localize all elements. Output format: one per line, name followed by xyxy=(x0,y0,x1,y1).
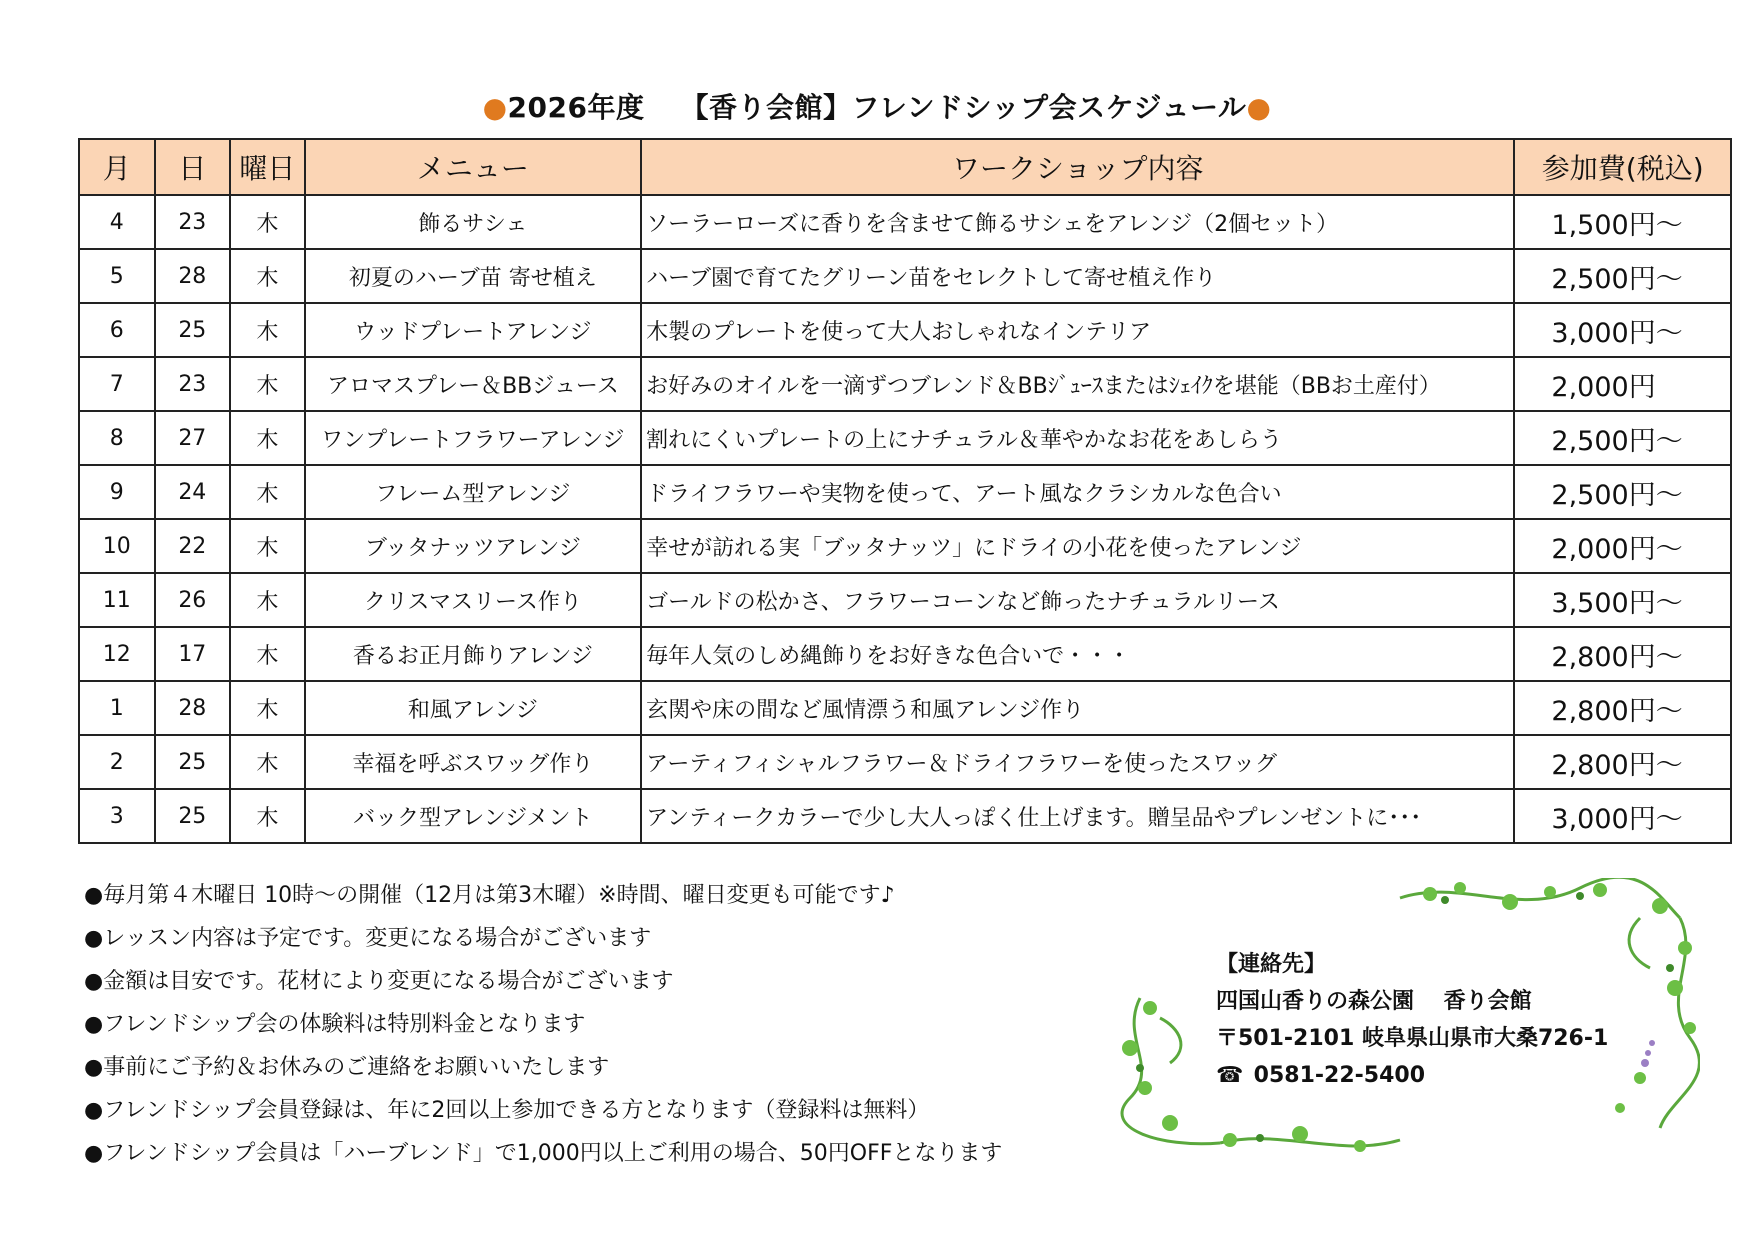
cell-fee: 2,800円～ xyxy=(1514,681,1731,735)
cell-content: 玄関や床の間など風情漂う和風アレンジ作り xyxy=(641,681,1514,735)
phone-icon: ☎ xyxy=(1216,1063,1244,1088)
cell-menu: アロマスプレー＆BBジュース xyxy=(305,357,641,411)
table-row xyxy=(79,789,1731,843)
cell-menu: 初夏のハーブ苗 寄せ植え xyxy=(305,249,641,303)
cell-fee: 3,500円～ xyxy=(1514,573,1731,627)
cell-weekday: 木 xyxy=(230,357,305,411)
schedule-table xyxy=(78,138,1732,844)
cell-day: 27 xyxy=(155,411,231,465)
cell-day: 25 xyxy=(155,735,231,789)
cell-month: 9 xyxy=(79,465,155,519)
contact-heading: 【連絡先】 xyxy=(1216,952,1327,977)
table-row xyxy=(79,681,1731,735)
table-row xyxy=(79,573,1731,627)
cell-day: 17 xyxy=(155,627,231,681)
table-header-row xyxy=(79,139,1731,195)
note-item: ●レッスン内容は予定です。変更になる場合がございます xyxy=(84,926,652,951)
cell-menu: 飾るサシェ xyxy=(305,195,641,249)
cell-content: アンティークカラーで少し大人っぽく仕上げます。贈呈品やプレンゼントに･･･ xyxy=(641,789,1514,843)
table-row xyxy=(79,627,1731,681)
cell-content: 毎年人気のしめ縄飾りをお好きな色合いで・・・ xyxy=(641,627,1514,681)
contact-tel-row xyxy=(1216,1057,1608,1094)
table-row xyxy=(79,465,1731,519)
note-item: ●フレンドシップ会員は「ハーブレンド」で1,000円以上ご利用の場合、50円OFFとなります xyxy=(84,1141,1003,1166)
cell-day: 25 xyxy=(155,303,231,357)
cell-weekday: 木 xyxy=(230,681,305,735)
header-weekday: 曜日 xyxy=(230,139,305,195)
note-item: ●フレンドシップ会の体験料は特別料金となります xyxy=(84,1012,586,1037)
cell-menu: バック型アレンジメント xyxy=(305,789,641,843)
cell-fee: 2,800円～ xyxy=(1514,735,1731,789)
cell-day: 23 xyxy=(155,357,231,411)
header-day: 日 xyxy=(155,139,231,195)
cell-content: 幸せが訪れる実「ブッタナッツ」にドライの小花を使ったアレンジ xyxy=(641,519,1514,573)
table-row xyxy=(79,735,1731,789)
cell-month: 7 xyxy=(79,357,155,411)
cell-menu: 香るお正月飾りアレンジ xyxy=(305,627,641,681)
cell-month: 2 xyxy=(79,735,155,789)
cell-month: 6 xyxy=(79,303,155,357)
title-dot-left: ● xyxy=(482,91,508,124)
contact-tel: 0581-22-5400 xyxy=(1253,1063,1426,1088)
notes-list xyxy=(84,874,1002,1175)
cell-month: 11 xyxy=(79,573,155,627)
cell-fee: 2,500円～ xyxy=(1514,411,1731,465)
cell-weekday: 木 xyxy=(230,249,305,303)
cell-weekday: 木 xyxy=(230,627,305,681)
contact-facility: 四国山香りの森公園 香り会館 xyxy=(1216,989,1532,1014)
cell-content: お好みのオイルを一滴ずつブレンド＆BBｼﾞｭｰｽまたはｼｪｲｸを堪能（BBお土産付） xyxy=(641,357,1514,411)
cell-day: 26 xyxy=(155,573,231,627)
cell-content: ドライフラワーや実物を使って、アート風なクラシカルな色合い xyxy=(641,465,1514,519)
cell-content: ゴールドの松かさ、フラワーコーンなど飾ったナチュラルリース xyxy=(641,573,1514,627)
title-year: 2026年度 xyxy=(507,91,645,124)
cell-day: 25 xyxy=(155,789,231,843)
title-name: 【香り会館】フレンドシップ会スケジュール xyxy=(680,91,1247,124)
cell-weekday: 木 xyxy=(230,573,305,627)
page-title xyxy=(0,86,1754,126)
cell-fee: 3,000円～ xyxy=(1514,303,1731,357)
cell-fee: 3,000円～ xyxy=(1514,789,1731,843)
contact-block xyxy=(1216,946,1608,1094)
cell-day: 24 xyxy=(155,465,231,519)
cell-weekday: 木 xyxy=(230,411,305,465)
table-row xyxy=(79,411,1731,465)
cell-weekday: 木 xyxy=(230,303,305,357)
note-item: ●事前にご予約＆お休みのご連絡をお願いいたします xyxy=(84,1055,610,1080)
cell-day: 28 xyxy=(155,681,231,735)
table-row xyxy=(79,519,1731,573)
header-content: ワークショップ内容 xyxy=(641,139,1514,195)
header-month: 月 xyxy=(79,139,155,195)
cell-fee: 2,500円～ xyxy=(1514,465,1731,519)
cell-fee: 2,000円～ xyxy=(1514,519,1731,573)
header-menu: メニュー xyxy=(305,139,641,195)
cell-fee: 1,500円～ xyxy=(1514,195,1731,249)
cell-content: ソーラーローズに香りを含ませて飾るサシェをアレンジ（2個セット） xyxy=(641,195,1514,249)
note-item: ●毎月第４木曜日 10時～の開催（12月は第3木曜）※時間、曜日変更も可能です♪ xyxy=(84,883,895,908)
cell-weekday: 木 xyxy=(230,519,305,573)
header-fee: 参加費(税込) xyxy=(1514,139,1731,195)
cell-content: アーティフィシャルフラワー＆ドライフラワーを使ったスワッグ xyxy=(641,735,1514,789)
cell-month: 10 xyxy=(79,519,155,573)
cell-menu: クリスマスリース作り xyxy=(305,573,641,627)
cell-month: 12 xyxy=(79,627,155,681)
cell-menu: 幸福を呼ぶスワッグ作り xyxy=(305,735,641,789)
cell-menu: 和風アレンジ xyxy=(305,681,641,735)
cell-day: 23 xyxy=(155,195,231,249)
cell-menu: ワンプレートフラワーアレンジ xyxy=(305,411,641,465)
cell-month: 3 xyxy=(79,789,155,843)
cell-weekday: 木 xyxy=(230,195,305,249)
cell-month: 8 xyxy=(79,411,155,465)
cell-menu: フレーム型アレンジ xyxy=(305,465,641,519)
cell-month: 5 xyxy=(79,249,155,303)
cell-menu: ブッタナッツアレンジ xyxy=(305,519,641,573)
cell-fee: 2,500円～ xyxy=(1514,249,1731,303)
table-row xyxy=(79,249,1731,303)
title-dot-right: ● xyxy=(1246,91,1272,124)
cell-content: 木製のプレートを使って大人おしゃれなインテリア xyxy=(641,303,1514,357)
cell-weekday: 木 xyxy=(230,789,305,843)
note-item: ●金額は目安です。花材により変更になる場合がございます xyxy=(84,969,674,994)
cell-day: 28 xyxy=(155,249,231,303)
cell-menu: ウッドプレートアレンジ xyxy=(305,303,641,357)
table-row xyxy=(79,195,1731,249)
contact-address: 〒501-2101 岐阜県山県市大桑726-1 xyxy=(1216,1026,1609,1051)
cell-fee: 2,800円～ xyxy=(1514,627,1731,681)
table-row xyxy=(79,357,1731,411)
note-item: ●フレンドシップ会員登録は、年に2回以上参加できる方となります（登録料は無料） xyxy=(84,1098,930,1123)
cell-day: 22 xyxy=(155,519,231,573)
cell-month: 4 xyxy=(79,195,155,249)
cell-weekday: 木 xyxy=(230,465,305,519)
cell-content: ハーブ園で育てたグリーン苗をセレクトして寄せ植え作り xyxy=(641,249,1514,303)
cell-month: 1 xyxy=(79,681,155,735)
table-row xyxy=(79,303,1731,357)
cell-weekday: 木 xyxy=(230,735,305,789)
cell-content: 割れにくいプレートの上にナチュラル＆華やかなお花をあしらう xyxy=(641,411,1514,465)
cell-fee: 2,000円 xyxy=(1514,357,1731,411)
